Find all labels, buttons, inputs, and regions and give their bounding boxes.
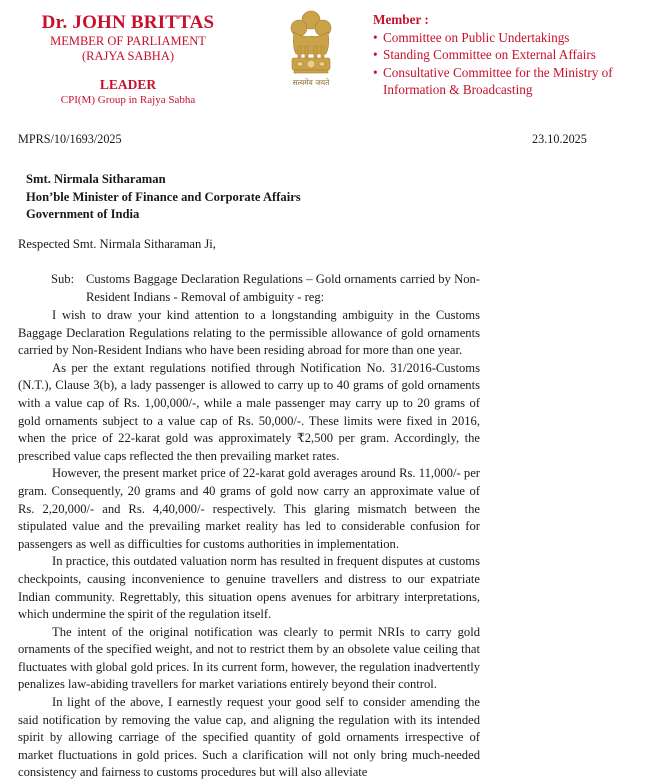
addressee-block <box>26 171 301 224</box>
addressee-designation: Hon’ble Minister of Finance and Corporate Affairs <box>26 189 301 204</box>
letter-date: 23.10.2025 <box>532 132 587 146</box>
paragraph: In light of the above, I earnestly request your good self to consider amending the said notification by removing the value cap, and aligning the regulation with its intended spirit by allowing carriage of the specified quantity of gold ornaments irrespective of market fluctuations in gold prices. Such a clarification will not only bring much-needed consistency and fairness to customs procedures but will also alleviate <box>18 695 480 780</box>
sender-leader-label: LEADER <box>99 77 157 92</box>
sender-block <box>28 12 228 107</box>
bullet-icon: • <box>373 47 378 62</box>
paragraph: I wish to draw your kind attention to a longstanding ambiguity in the Customs Baggage Declaration Regulations relating to the permissible allowance of gold ornaments carried by Non-Resident Indians who have been residing abroad for more than one year. <box>18 308 480 358</box>
committee-item: • Committee on Public Undertakings <box>373 29 570 45</box>
reference-number: MPRS/10/1693/2025 <box>18 132 122 146</box>
sender-title: MEMBER OF PARLIAMENT <box>50 34 206 48</box>
bullet-icon: • <box>373 29 378 45</box>
committee-item: • Standing Committee on External Affairs <box>373 47 596 62</box>
committee-block <box>373 11 628 99</box>
paragraph: However, the present market price of 22-karat gold averages around Rs. 11,000/- per gram. Consequently, 20 grams and 40 grams of gold now carry an approximate value of Rs. 2,20,000/- and Rs. 4,40,000/- respectively. This glaring mismatch between the stipulated value and the prevailing market reality has led to considerable confusion for passengers as well as difficulties for customs authorities in implementation. <box>18 466 480 551</box>
paragraph: In practice, this outdated valuation norm has resulted in frequent disputes at customs checkpoints, causing inconvenience to genuine travellers and distress to our expatriate Indian community. Regrettably, this situation opens avenues for arbitrary interpretations, which undermine the spirit of the regulation itself. <box>18 554 480 622</box>
sender-name: Dr. JOHN BRITTAS <box>41 12 215 33</box>
committee-list <box>373 29 628 99</box>
committee-item: • Consultative Committee for the Ministry of Information & Broadcasting <box>373 64 613 97</box>
emblem-motto: सत्यमेव जयते <box>292 78 330 87</box>
paragraph: The intent of the original notification was clearly to permit NRIs to carry gold ornaments of the specified weight, and not to restrict them by an obsolete value ceiling that fluctuates with global gold prices. In its current form, however, the regulation inadvertently penalizes law-abiding travellers for market variations entirely beyond their control. <box>18 624 480 692</box>
letter-body <box>18 307 480 782</box>
addressee-organization: Government of India <box>26 207 140 221</box>
sender-house: (RAJYA SABHA) <box>81 49 175 63</box>
subject-line <box>51 271 481 306</box>
member-heading: Member : <box>373 12 429 27</box>
bullet-icon: • <box>373 64 378 80</box>
salutation: Respected Smt. Nirmala Sitharaman Ji, <box>18 237 216 251</box>
sender-group: CPI(M) Group in Rajya Sabha <box>60 94 196 106</box>
subject-label: Sub: <box>51 272 75 286</box>
addressee-name: Smt. Nirmala Sitharaman <box>26 172 166 186</box>
national-emblem-icon <box>280 6 342 92</box>
subject-text: Customs Baggage Declaration Regulations – Gold ornaments carried by Non-Resident Indians - Removal of ambiguity - reg: <box>86 272 480 304</box>
paragraph: As per the extant regulations notified through Notification No. 31/2016-Customs (N.T.), Clause 3(b), a lady passenger is allowed to carry up to 40 grams of gold ornaments with a value cap of Rs. 1,00,000/-, while a male passenger may carry up to 20 grams of gold ornaments subject to a value cap of Rs. 50,000/-. These limits were fixed in 2016, when the price of 22-karat gold was approximately ₹2,500 per gram. Accordingly, the prescribed value caps reflected the then prevailing market rates. <box>18 360 480 463</box>
letterhead <box>0 0 649 110</box>
